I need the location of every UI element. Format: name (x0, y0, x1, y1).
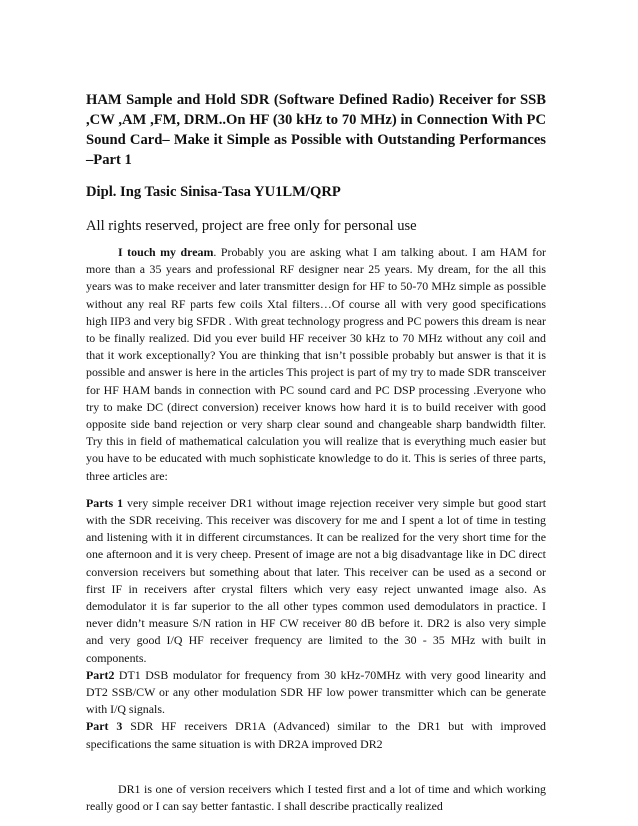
document-page (86, 90, 546, 815)
rights-notice: All rights reserved, project are free only for personal use (86, 218, 417, 234)
part-1-label: Parts 1 (86, 495, 124, 510)
part-2-label: Part2 (86, 667, 115, 682)
part-2-text: DT1 DSB modulator for frequency from 30 kHz-70MHz with very good linearity and DT2 SSB/CW or any other modulation SDR HF low power transmitter which can be generate with I/Q signals. (86, 667, 546, 717)
intro-text: . Probably you are asking what I am talking about. I am HAM for more than a 35 years and professional RF designer near 25 years. My dream, for the all this years was to make receiver and later transmitter design for HF to 50-70 MHz simple as possible without any real RF parts few coils Xtal filters…Of course all with very good specifications high IIP3 and very big SFDR . With great technology progress and PC powers this dream is near to be finally realized. Did you ever build HF receiver 30 kHz to 70 MHz without any coil and that it work exceptionally? You are thinking that isn’t possible probably but answer is that it is possible and answer is here in the articles This project is part of my try to made SDR transceiver for HF HAM bands in connection with PC sound card and PC DSP processing .Everyone who try to make DC (direct conversion) receiver knows how hard it is to build receiver with good opposite side band rejection or very sharp clear sound and changeable sharp bandwidth filter. Try this in field of mathematical calculation you will realize that is everything much easier but you have to be educated with much sophisticate knowledge to do it. This is series of three parts, three articles are: (86, 245, 546, 483)
part-3-paragraph (86, 718, 546, 752)
part-2-paragraph (86, 667, 546, 719)
part-3-label: Part 3 (86, 719, 123, 734)
part-1-text: very simple receiver DR1 without image rejection receiver very simple but good start with the SDR receiving. This receiver was discovery for me and I spent a lot of time in testing and listening with it in different circumstances. It can be realized for the very short time for the one afternoon and it is very cheep. Present of image are not a big disadvantage like in DC direct conversion receivers but something about that later. This receiver can be used as a second or first IF in receivers after crystal filters which very easy reject unwanted image also. As demodulator it is far superior to the all other types common used demodulators in practice. I never didn’t measure S/N ration in HF CW receiver 80 dB before it. DR2 is also very simple and very good I/Q HF receiver frequency are limited to the 30 - 35 MHz with built in components. (86, 495, 546, 665)
document-title: HAM Sample and Hold SDR (Software Defined Radio) Receiver for SSB ,CW ,AM ,FM, DRM..On HF (30 kHz to 70 MHz) in Connection With PC Sound Card– Make it Simple as Possible with Outstanding Performances –Part 1 (86, 92, 546, 168)
closing-paragraph: DR1 is one of version receivers which I tested first and a lot of time and which working really good or I can say better fantastic. I shall describe practically realized (86, 781, 546, 814)
intro-paragraph (86, 244, 546, 485)
author-line: Dipl. Ing Tasic Sinisa-Tasa YU1LM/QRP (86, 184, 341, 200)
part-3-text: SDR HF receivers DR1A (Advanced) similar to the DR1 but with improved specifications the same situation is with DR2A improved DR2 (86, 719, 546, 751)
intro-lead: I touch my dream (118, 245, 214, 259)
part-1-paragraph (86, 495, 546, 667)
